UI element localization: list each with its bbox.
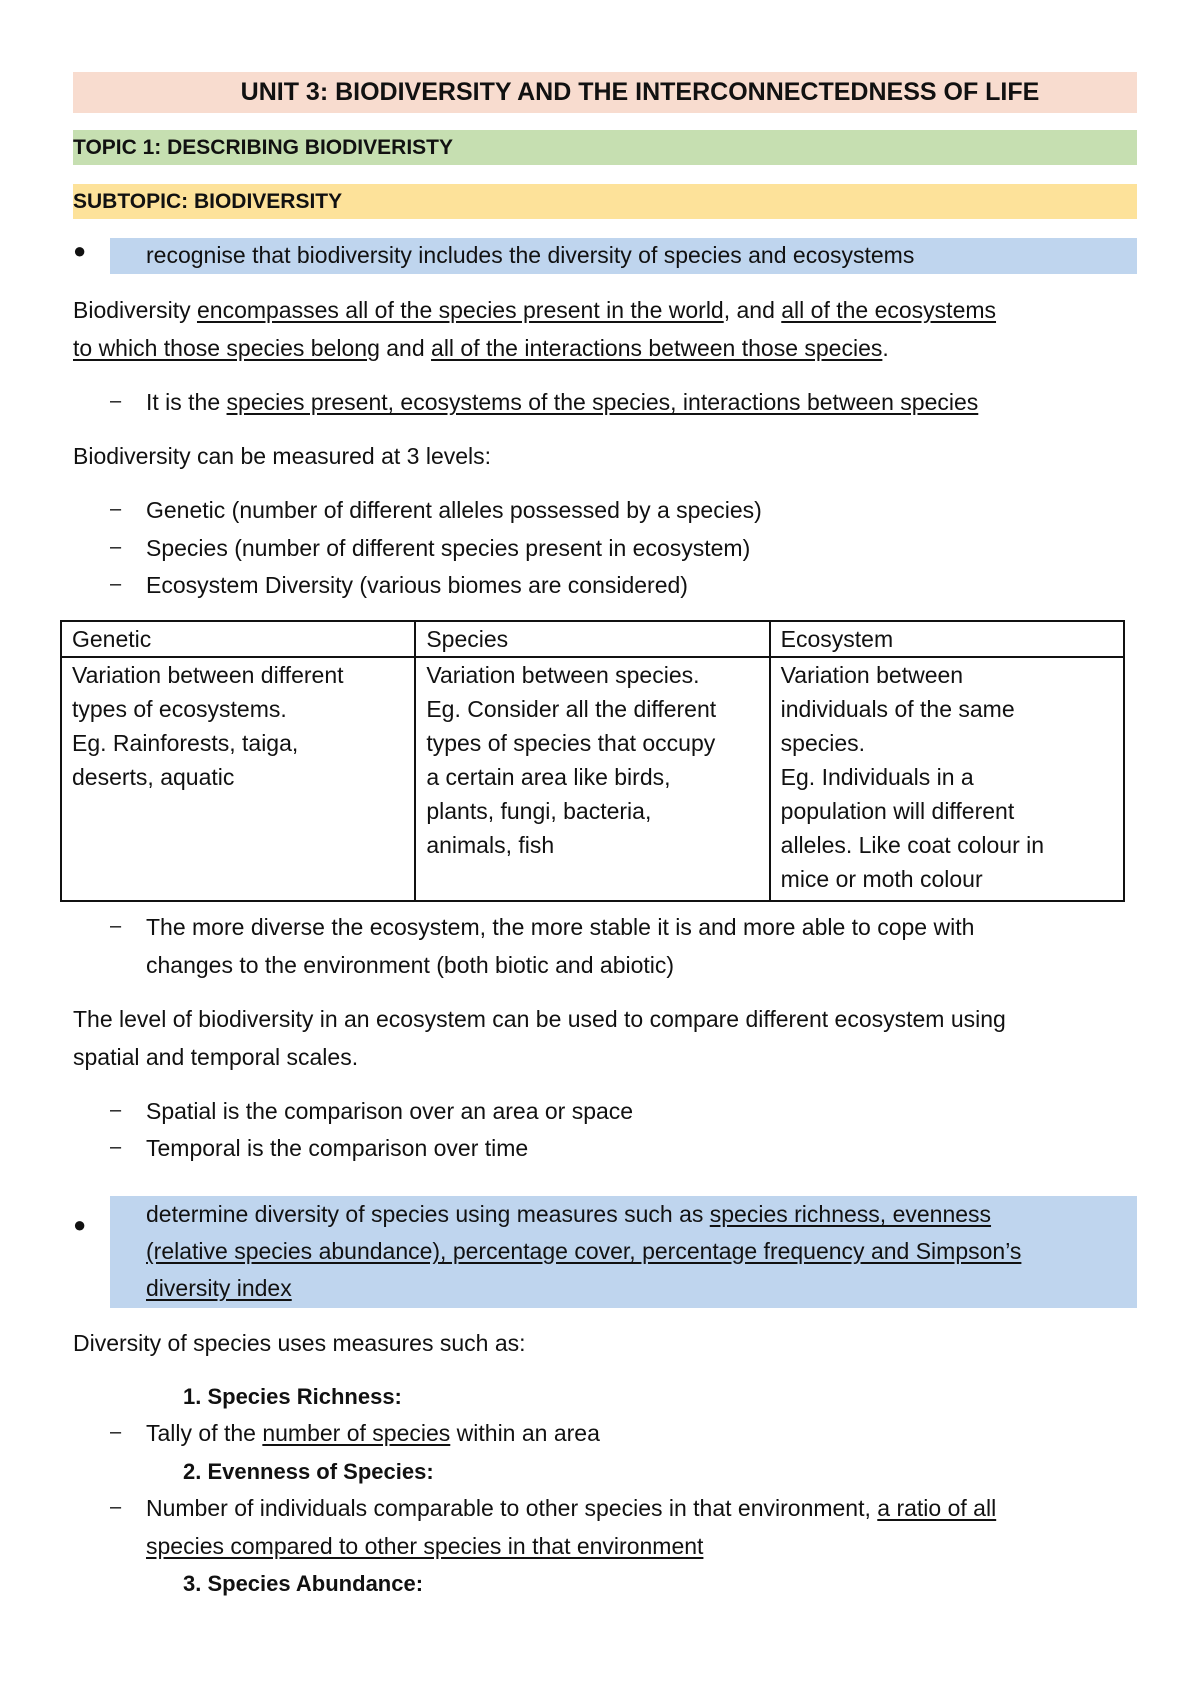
table-header: Species xyxy=(415,621,769,657)
outcome-2-line-3: diversity index xyxy=(146,1275,292,1301)
compare-line-2: spatial and temporal scales. xyxy=(73,1044,359,1070)
subtopic-title: SUBTOPIC: BIODIVERSITY xyxy=(73,190,343,213)
level-item: Species (number of different species present in ecosystem) xyxy=(146,535,751,561)
levels-heading: Biodiversity can be measured at 3 levels: xyxy=(73,443,492,469)
compare-line-1: The level of biodiversity in an ecosystem can be used to compare different ecosystem using xyxy=(73,1006,1006,1032)
intro-line-1: Biodiversity encompasses all of the species present in the world, and all of the ecosystems xyxy=(73,297,997,323)
table-cell-genetic: Variation between different types of ecosystems. Eg. Rainforests, taiga, deserts, aquatic xyxy=(61,657,415,901)
intro-dash-item: It is the species present, ecosystems of the species, interactions between species xyxy=(146,389,979,415)
dash-icon: – xyxy=(110,1496,122,1518)
dash-icon: – xyxy=(110,390,122,412)
outcome-1-text: recognise that biodiversity includes the diversity of species and ecosystems xyxy=(146,242,915,268)
measure-1-text: Tally of the number of species within an area xyxy=(146,1420,600,1446)
dash-icon: – xyxy=(110,1099,122,1121)
topic-title: TOPIC 1: DESCRIBING BIODIVERISTY xyxy=(73,136,453,159)
outcome-2-line-2: (relative species abundance), percentage cover, percentage frequency and Simpson’s xyxy=(146,1238,1022,1264)
table-header: Ecosystem xyxy=(770,621,1124,657)
dash-icon: – xyxy=(110,498,122,520)
table-cell-species: Variation between species. Eg. Consider all the different types of species that occupy a certain area like birds, plants, fungi, bacteria, animals, fish xyxy=(415,657,769,901)
level-item: Genetic (number of different alleles possessed by a species) xyxy=(146,497,762,523)
level-item: Ecosystem Diversity (various biomes are considered) xyxy=(146,572,688,598)
learning-outcome-2 xyxy=(73,1196,1137,1308)
biodiversity-levels-table xyxy=(60,620,1125,902)
measure-2-title: 2. Evenness of Species: xyxy=(183,1459,434,1484)
dash-icon: – xyxy=(110,1421,122,1443)
unit-title: UNIT 3: BIODIVERSITY AND THE INTERCONNECTEDNESS OF LIFE xyxy=(240,78,1040,106)
stability-line-2: changes to the environment (both biotic and abiotic) xyxy=(146,952,675,978)
stability-line-1: The more diverse the ecosystem, the more stable it is and more able to cope with xyxy=(146,914,975,940)
compare-item: Spatial is the comparison over an area or space xyxy=(146,1098,634,1124)
measure-3-title: 3. Species Abundance: xyxy=(183,1571,424,1596)
table-cell-ecosystem: Variation between individuals of the same species. Eg. Individuals in a population will different alleles. Like coat colour in mice or moth colour xyxy=(770,657,1124,901)
dash-icon: – xyxy=(110,573,122,595)
dash-icon: – xyxy=(110,1136,122,1158)
unit-title-bar xyxy=(73,72,1137,113)
table-header: Genetic xyxy=(61,621,415,657)
measure-2-line-1: Number of individuals comparable to other species in that environment, a ratio of all xyxy=(146,1495,997,1521)
topic-bar xyxy=(73,130,1137,165)
measure-2-line-2: species compared to other species in that environment xyxy=(146,1533,704,1559)
subtopic-bar xyxy=(73,184,1137,219)
measures-heading: Diversity of species uses measures such as: xyxy=(73,1330,526,1356)
measure-1-title: 1. Species Richness: xyxy=(183,1384,402,1409)
outcome-2-line-1: determine diversity of species using measures such as species richness, evenness xyxy=(146,1201,992,1227)
bullet-icon: ● xyxy=(73,238,87,263)
bullet-icon: ● xyxy=(73,1212,87,1237)
compare-item: Temporal is the comparison over time xyxy=(146,1135,529,1161)
learning-outcome-1 xyxy=(73,238,1137,274)
intro-line-2: to which those species belong and all of the interactions between those species. xyxy=(73,335,889,361)
dash-icon: – xyxy=(110,536,122,558)
dash-icon: – xyxy=(110,915,122,937)
